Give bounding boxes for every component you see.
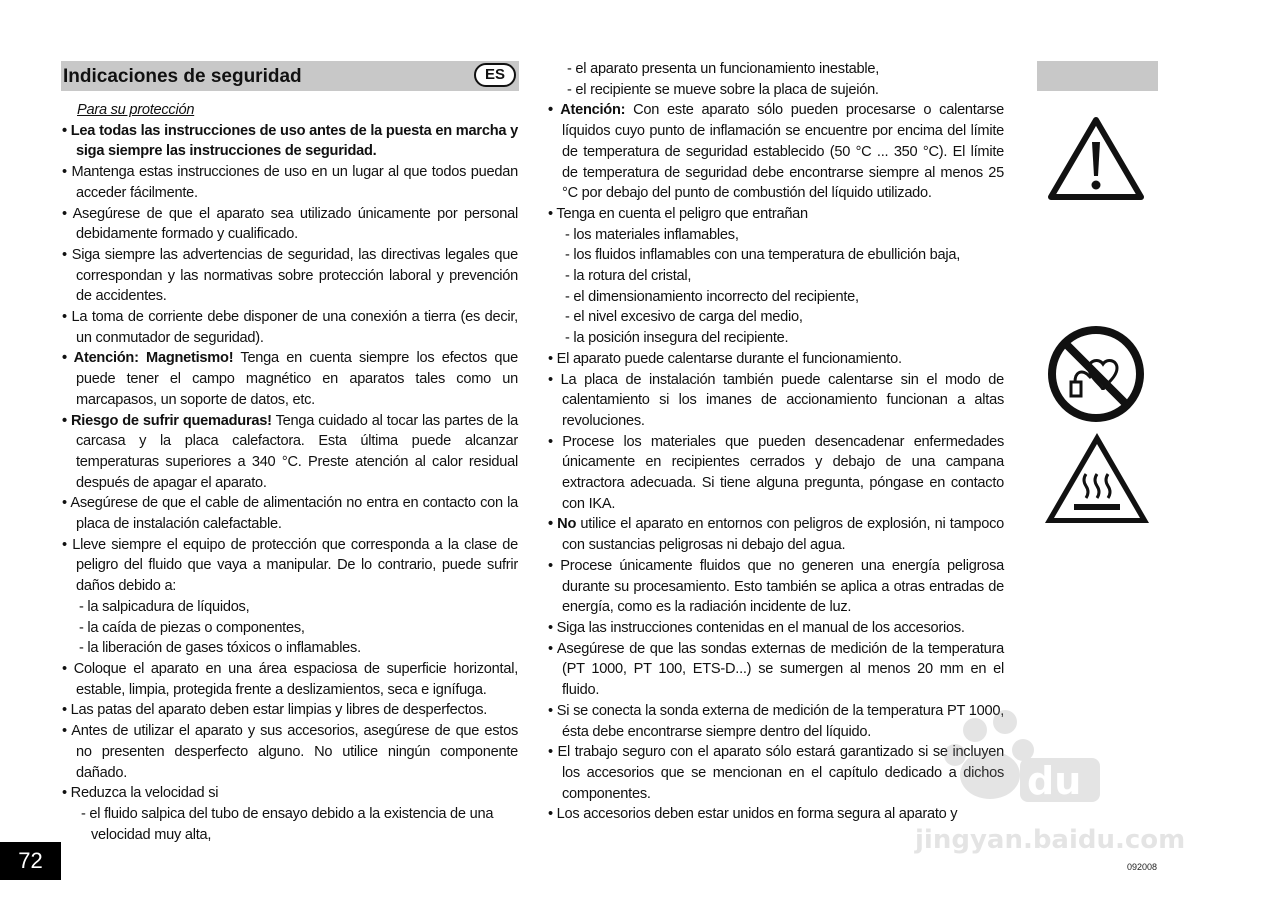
document-code: 092008 [1127,862,1158,872]
bullet-plate-heats: • La placa de instalación también puede calentarse sin el modo de calentamiento si los imanes de accionamiento funcionan a altas revoluciones. [548,371,1004,429]
hot-surface-icon [1042,430,1152,526]
sub-item: - el fluido salpica del tubo de ensayo debido a la existencia de una velocidad muy alta, [81,805,494,843]
bullet-accessory-manual: • Siga las instrucciones contenidas en el manual de los accesorios. [548,619,965,636]
bullet-placement: • Coloque el aparato en una área espaciosa de superficie horizontal, estable, limpia, protegida frente a deslizamientos, seca e ignífuga. [62,660,518,698]
bullet-check-accessories: • Antes de utilizar el aparato y sus accesorios, asegúrese de que estos no presenten desperfecto alguno. No utilice ningún componente dañado. [62,723,518,781]
bullet-power-cable: • Asegúrese de que el cable de alimentación no entra en contacto con la placa de instalación calefactable. [62,495,518,533]
sub-item: - la rotura del cristal, [565,268,692,285]
sub-item: - la caída de piezas o componentes, [79,619,305,636]
bullet-protective-equipment: • Lleve siempre el equipo de protección que corresponda a la clase de peligro del fluido que vaya a manipular. De lo contrario, puede sufrir daños debido a: [62,536,518,595]
magnetism-text: Tenga en cuenta siempre los efectos que puede tener el campo magnético en aparatos tales como un marcapasos, un soporte de datos, etc. [76,350,518,408]
bullet-attention-flashpoint [548,100,1004,204]
section-subtitle: Para su protección [77,102,195,118]
sub-item: - el nivel excesivo de carga del medio, [565,309,803,326]
bullet-keep-manual: • Mantenga estas instrucciones de uso en un lugar al que todos puedan acceder fácilmente. [62,164,518,201]
bullet-pathogenic-materials: • Procese los materiales que pueden desencadenar enfermedades únicamente en recipientes cerrados y debajo de una campana extractora adecuada. Si tiene alguna pregunta, póngase en contacto con IKA. [548,433,1004,512]
warning-icon [1046,114,1146,202]
sub-item: - el recipiente se mueve sobre la placa de sujeión. [567,81,879,98]
bullet-reduce-speed: • Reduzca la velocidad si [62,785,219,802]
attention-label: • Atención: [548,102,626,119]
page-number: 72 [0,842,61,880]
no-label: • No [548,516,577,533]
bullet-pt1000: • Si se conecta la sonda externa de medición de la temperatura PT 1000, ésta debe encontrarse siempre dentro del líquido. [548,702,1004,740]
no-explosive-text: utilice el aparato en entornos con peligros de explosión, ni tampoco con sustancias peligrosas ni debajo del agua. [562,516,1004,554]
bullet-accessories-secured: • Los accesorios deben estar unidos en forma segura al aparato y [548,806,958,823]
bullet-hazards: • Tenga en cuenta el peligro que entrañan [548,205,808,222]
sub-item: - los fluidos inflamables con una temperatura de ebullición baja, [565,247,961,264]
bullet-safety-directives: • Siga siempre las advertencias de seguridad, las directivas legales que correspondan y las normativas sobre protección laboral y prevención de accidentes. [62,246,518,305]
bullet-grounded-socket: • La toma de corriente debe disponer de una conexión a tierra (es decir, un conmutador de seguridad). [62,309,518,346]
watermark-text: jingyan.baidu.com [915,825,1186,855]
bullet-probes-immersed: • Asegúrese de que las sondas externas de medición de la temperatura (PT 1000, PT 100, ETS-D...) se sumergen al menos 20 mm en el fluido. [548,640,1004,699]
burn-risk-label: • Riesgo de sufrir quemaduras! [62,412,272,429]
bullet-read-instructions: • Lea todas las instrucciones de uso antes de la puesta en marcha y siga siempre las instrucciones de seguridad. [62,122,518,160]
left-column [62,100,518,845]
bullet-dangerous-energy: • Procese únicamente fluidos que no generen una energía peligrosa durante su procesamiento. Esto también se aplica a otras entradas de energía, como es la radiación incidente de luz. [548,557,1004,616]
no-pacemaker-icon [1047,326,1145,422]
burn-risk-text: Tenga cuidado al tocar las partes de la carcasa y la placa calefactora. Esta última puede alcanzar temperaturas superiores a 340 °C. Preste atención al calor residual después de apagar el aparato. [76,412,518,491]
page-title: Indicaciones de seguridad [63,66,302,87]
sub-item: - la posición insegura del recipiente. [565,330,789,347]
language-badge: ES [474,63,516,87]
sub-item: - el aparato presenta un funcionamiento inestable, [567,61,880,77]
magnetism-label: • Atención: Magnetismo! [62,350,234,367]
sub-item: - el dimensionamiento incorrecto del recipiente, [565,288,859,305]
bullet-no-explosive [548,514,1004,555]
bullet-heats-up: • El aparato puede calentarse durante el funcionamiento. [548,350,902,367]
right-header-bar [1037,61,1158,91]
attention-text: Con este aparato sólo pueden procesarse o calentarse líquidos cuyo punto de inflamación se encuentre por encima del límite de temperatura de seguridad establecido (50 °C ... 350 °C). El límite de temperatura de seguridad debe encontrarse siempre al menos 25 °C por debajo del punto de combustión del líquido utilizado. [562,102,1004,202]
sub-item: - los materiales inflamables, [565,226,739,243]
bullet-feet-clean: • Las patas del aparato deben estar limpias y libres de desperfectos. [62,702,488,719]
bullet-trained-personnel: • Asegúrese de que el aparato sea utilizado únicamente por personal debidamente formado y cualificado. [62,205,518,243]
sub-item: - la salpicadura de líquidos, [79,598,250,615]
bullet-magnetism [62,348,518,410]
sub-item: - la liberación de gases tóxicos o inflamables. [79,640,361,657]
bullet-safe-accessories: • El trabajo seguro con el aparato sólo estará garantizado si se incluyen los accesorios que se mencionan en el capítulo dedicado a dichos componentes. [548,744,1004,802]
svg-text:du: du [1027,759,1082,803]
bullet-burn-risk [62,411,518,494]
right-column [548,59,1004,825]
